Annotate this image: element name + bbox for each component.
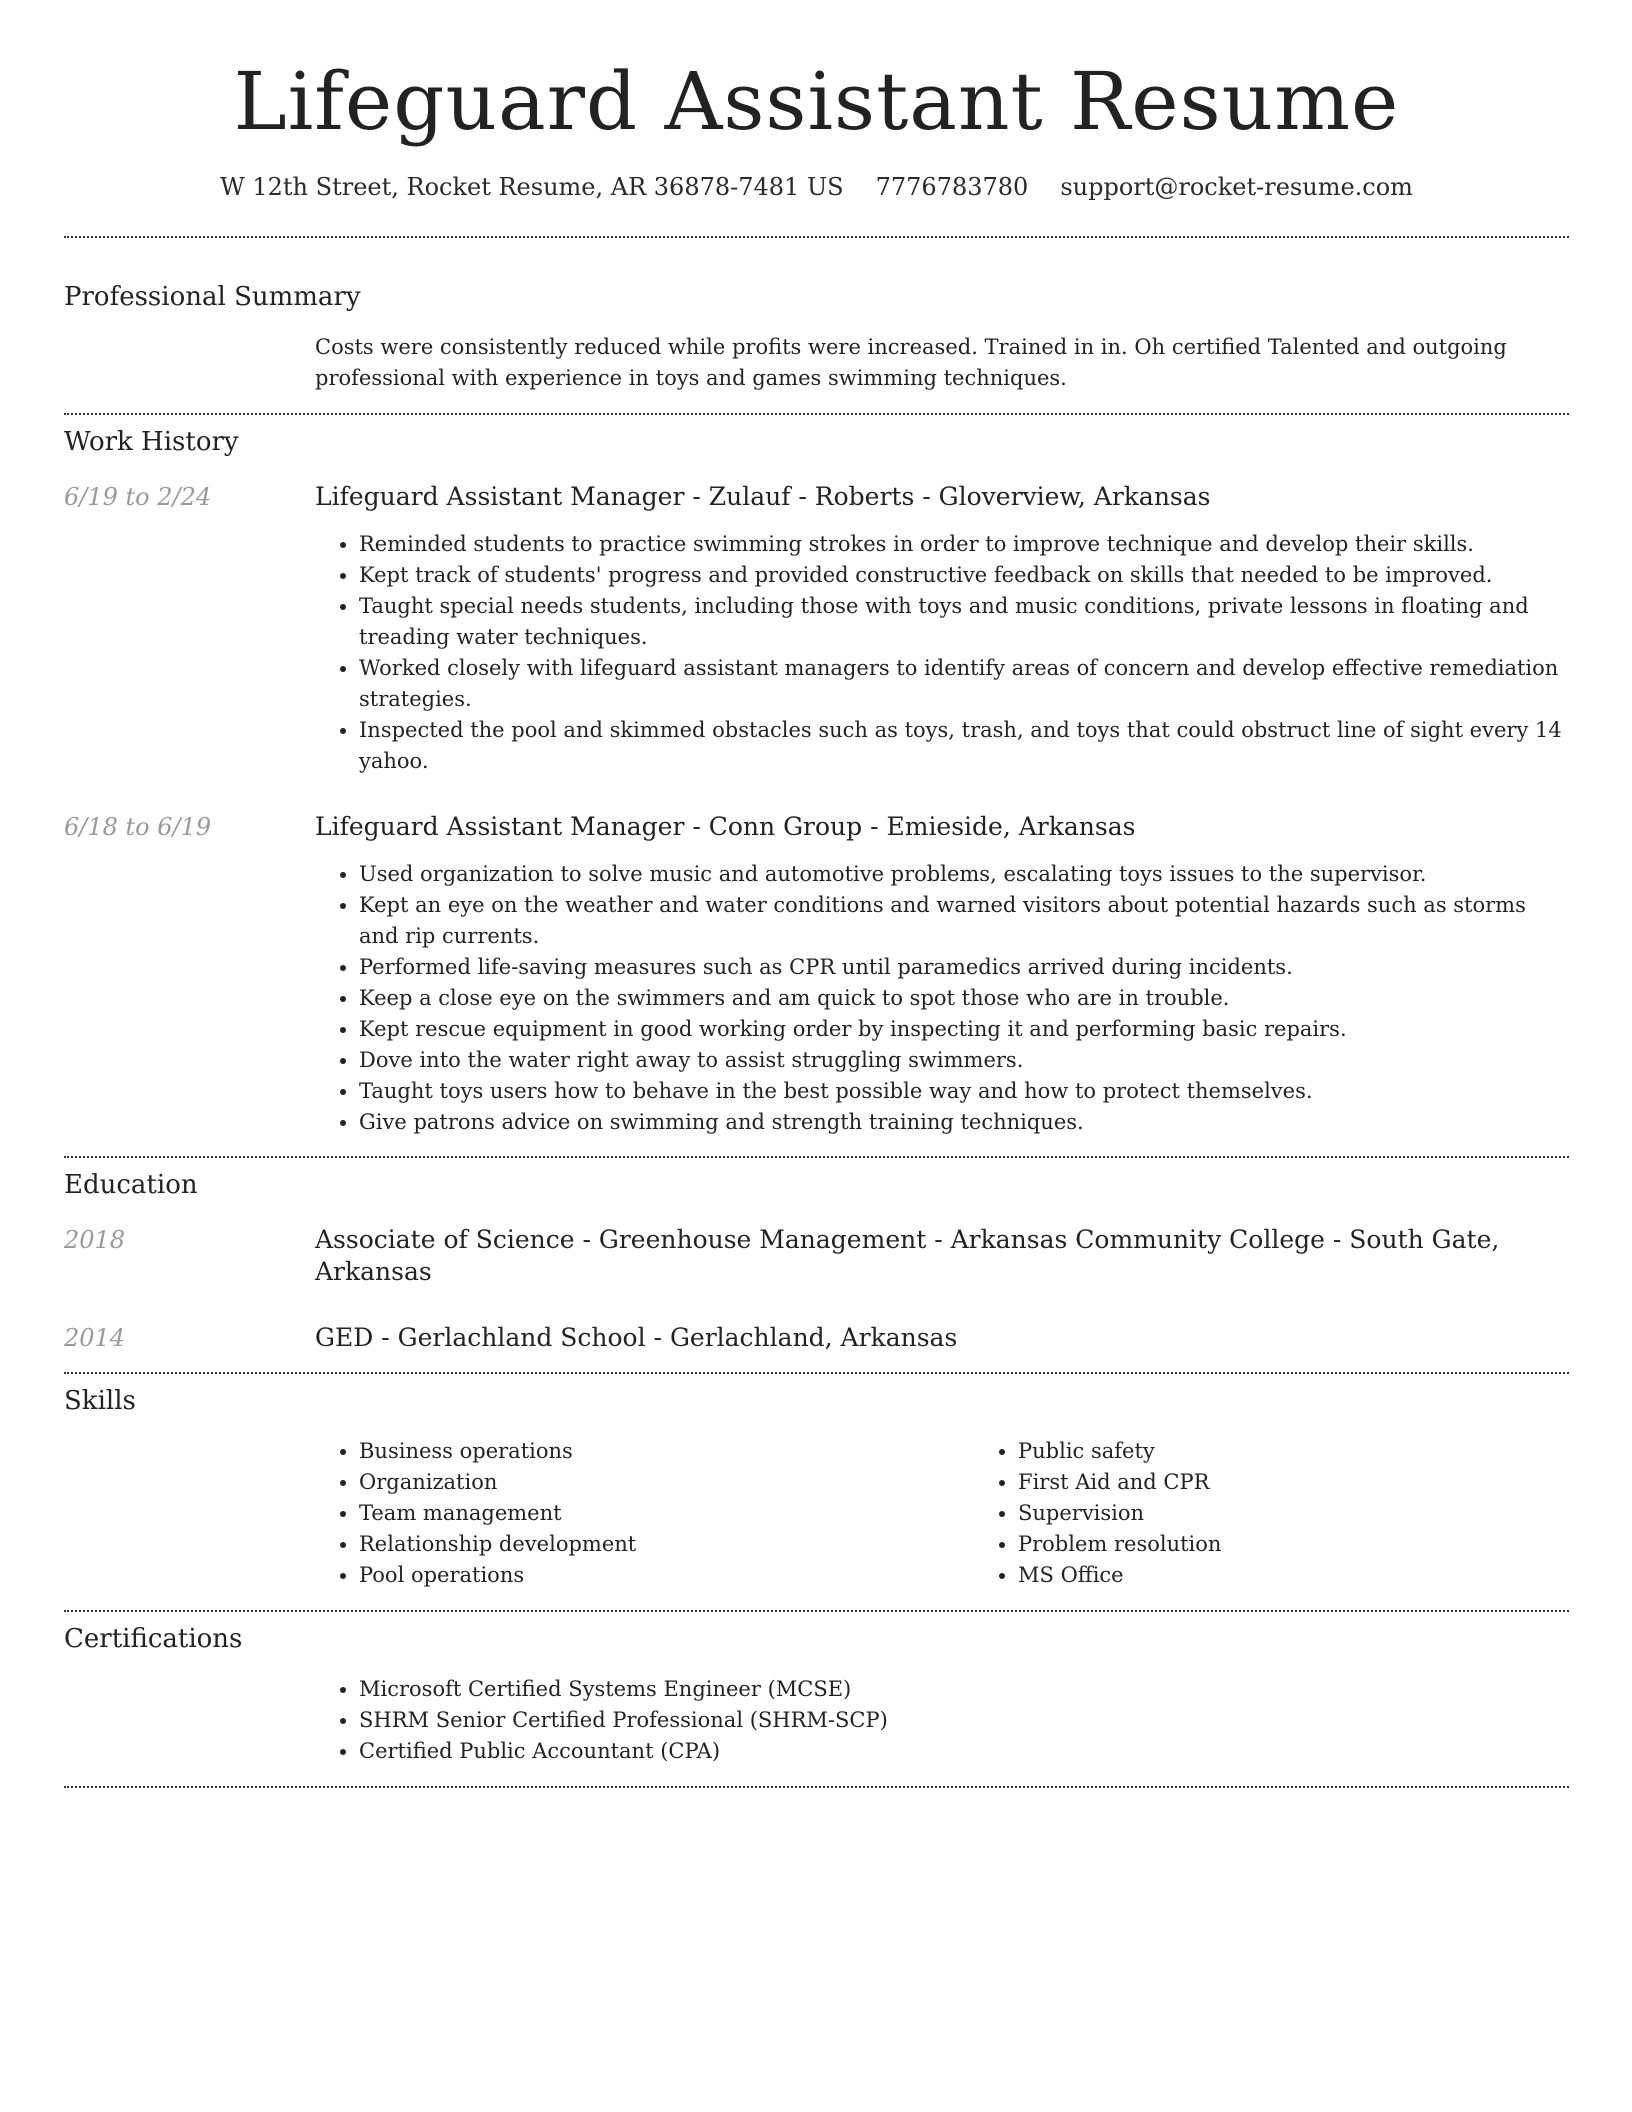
email-text: support@rocket-resume.com	[1060, 173, 1413, 201]
list-item: • Kept an eye on the weather and water conditions and warned visitors about potential hazards such as storms and rip currents.	[359, 890, 1569, 952]
summary-text: Costs were consistently reduced while profits were increased. Trained in in. Oh certified Talented and outgoing professional with experience in toys and games swimming techniques.	[315, 335, 1507, 390]
job-bullets	[315, 859, 1569, 1138]
resume-title: Lifeguard Assistant Resume	[233, 55, 1400, 148]
education-section	[64, 1158, 1569, 1354]
contact-line	[64, 172, 1569, 202]
list-item: • Organization	[359, 1467, 974, 1498]
list-item: • Pool operations	[359, 1560, 974, 1591]
list-item: • Keep a close eye on the swimmers and am quick to spot those who are in trouble.	[359, 983, 1569, 1014]
list-item: • Inspected the pool and skimmed obstacles such as toys, trash, and toys that could obstruct line of sight every 14 yahoo.	[359, 715, 1569, 777]
list-item: • Worked closely with lifeguard assistant managers to identify areas of concern and develop effective remediation strategies.	[359, 653, 1569, 715]
list-item: • Kept rescue equipment in good working order by inspecting it and performing basic repairs.	[359, 1014, 1569, 1045]
skills-heading: Skills	[64, 1386, 136, 1416]
list-item: • Supervision	[1018, 1498, 1632, 1529]
job-title: Lifeguard Assistant Manager - Conn Group - Emieside, Arkansas	[315, 812, 1136, 841]
education-title: GED - Gerlachland School - Gerlachland, Arkansas	[315, 1323, 958, 1352]
job-dates: 6/19 to 2/24	[64, 483, 212, 511]
list-item: • MS Office	[1018, 1560, 1632, 1591]
certifications-section	[64, 1612, 1569, 1767]
skills-section	[64, 1374, 1569, 1591]
summary-heading: Professional Summary	[64, 282, 361, 312]
skills-spacer	[64, 1436, 315, 1591]
list-item: • Business operations	[359, 1436, 974, 1467]
list-item: • First Aid and CPR	[1018, 1467, 1632, 1498]
education-title: Associate of Science - Greenhouse Management - Arkansas Community College - South Gate, Arkansas	[315, 1225, 1500, 1286]
list-item: • Reminded students to practice swimming strokes in order to improve technique and develop their skills.	[359, 529, 1569, 560]
list-item: • SHRM Senior Certified Professional (SHRM-SCP)	[359, 1705, 1569, 1736]
summary-spacer	[64, 332, 315, 394]
resume-page	[64, 0, 1569, 1788]
list-item: • Dove into the water right away to assist struggling swimmers.	[359, 1045, 1569, 1076]
summary-section	[64, 238, 1569, 394]
address-text: W 12th Street, Rocket Resume, AR 36878-7481 US	[220, 173, 844, 201]
job-bullets	[315, 529, 1569, 777]
work-heading: Work History	[64, 427, 239, 457]
list-item: • Used organization to solve music and automotive problems, escalating toys issues to the supervisor.	[359, 859, 1569, 890]
list-item: • Kept track of students' progress and provided constructive feedback on skills that needed to be improved.	[359, 560, 1569, 591]
education-entry	[64, 1322, 1569, 1354]
certifications-list	[315, 1674, 1569, 1767]
job-dates: 6/18 to 6/19	[64, 813, 212, 841]
job-title: Lifeguard Assistant Manager - Zulauf - Roberts - Gloverview, Arkansas	[315, 482, 1211, 511]
job-entry	[64, 811, 1569, 1138]
list-item: • Give patrons advice on swimming and strength training techniques.	[359, 1107, 1569, 1138]
list-item: • Taught toys users how to behave in the best possible way and how to protect themselves.	[359, 1076, 1569, 1107]
list-item: • Public safety	[1018, 1436, 1632, 1467]
education-year: 2014	[64, 1324, 126, 1352]
skills-list-left	[315, 1436, 974, 1591]
education-heading: Education	[64, 1170, 198, 1200]
list-item: • Team management	[359, 1498, 974, 1529]
list-item: • Relationship development	[359, 1529, 974, 1560]
list-item: • Microsoft Certified Systems Engineer (MCSE)	[359, 1674, 1569, 1705]
education-entry	[64, 1224, 1569, 1288]
certifications-heading: Certifications	[64, 1624, 243, 1654]
work-section	[64, 415, 1569, 1138]
section-divider	[64, 1786, 1569, 1788]
list-item: • Problem resolution	[1018, 1529, 1632, 1560]
list-item: • Performed life-saving measures such as CPR until paramedics arrived during incidents.	[359, 952, 1569, 983]
job-entry	[64, 481, 1569, 777]
list-item: • Taught special needs students, including those with toys and music conditions, private lessons in floating and treading water techniques.	[359, 591, 1569, 653]
skills-list-right	[974, 1436, 1632, 1591]
certifications-spacer	[64, 1674, 315, 1767]
list-item: • Certified Public Accountant (CPA)	[359, 1736, 1569, 1767]
phone-text: 7776783780	[875, 173, 1029, 201]
education-year: 2018	[64, 1226, 126, 1254]
